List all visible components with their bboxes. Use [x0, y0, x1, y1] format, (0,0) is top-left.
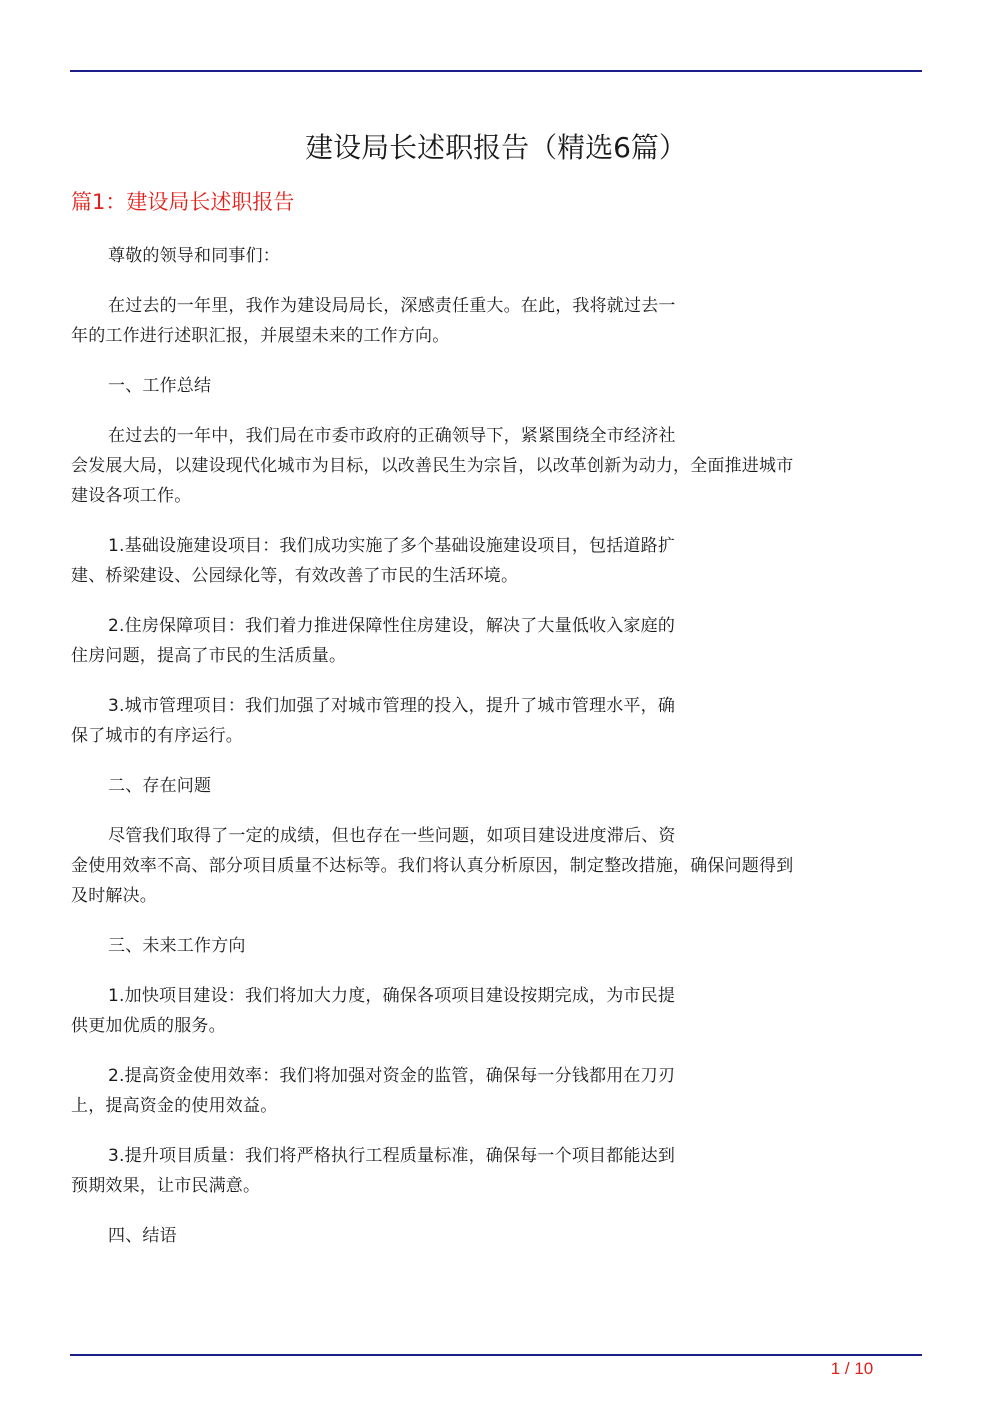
paragraph: [71, 981, 921, 1041]
paragraph-line: 尊敬的领导和同事们：: [108, 246, 280, 266]
paragraph-line: 预期效果，让市民满意。: [71, 1176, 261, 1196]
paragraph: [71, 1221, 921, 1251]
paragraph: [71, 931, 921, 961]
footer-rule: [70, 1354, 922, 1356]
paragraph-line: 住房问题，提高了市民的生活质量。: [71, 646, 347, 666]
paragraph-line: 会发展大局，以建设现代化城市为目标，以改善民生为宗旨，以改革创新为动力，全面推进城市: [71, 456, 794, 476]
paragraph-line: 在过去的一年中，我们局在市委市政府的正确领导下，紧紧围绕全市经济社: [108, 426, 676, 446]
document-body: [71, 241, 921, 1271]
header-rule: [70, 70, 922, 72]
paragraph-line: 1.加快项目建设：我们将加大力度，确保各项项目建设按期完成，为市民提: [108, 986, 676, 1006]
paragraph: [71, 291, 921, 351]
paragraph: [71, 1061, 921, 1121]
paragraph-line: 建设各项工作。: [71, 486, 192, 506]
paragraph-line: 尽管我们取得了一定的成绩，但也存在一些问题，如项目建设进度滞后、资: [108, 826, 676, 846]
paragraph: [71, 241, 921, 271]
page-number: 1 / 10: [830, 1359, 874, 1378]
paragraph-line: 1.基础设施建设项目：我们成功实施了多个基础设施建设项目，包括道路扩: [108, 536, 676, 556]
paragraph-line: 四、结语: [108, 1226, 177, 1246]
paragraph: [71, 611, 921, 671]
paragraph-line: 金使用效率不高、部分项目质量不达标等。我们将认真分析原因，制定整改措施，确保问题得到: [71, 856, 794, 876]
paragraph: [71, 421, 921, 511]
paragraph-line: 上，提高资金的使用效益。: [71, 1096, 278, 1116]
paragraph: [71, 531, 921, 591]
paragraph-line: 2.住房保障项目：我们着力推进保障性住房建设，解决了大量低收入家庭的: [108, 616, 676, 636]
paragraph-line: 2.提高资金使用效率：我们将加强对资金的监管，确保每一分钱都用在刀刃: [108, 1066, 676, 1086]
paragraph: [71, 1141, 921, 1201]
paragraph-line: 3.提升项目质量：我们将严格执行工程质量标准，确保每一个项目都能达到: [108, 1146, 676, 1166]
paragraph-line: 年的工作进行述职汇报，并展望未来的工作方向。: [71, 326, 450, 346]
section-heading: 篇1：建设局长述职报告: [71, 190, 295, 214]
paragraph: [71, 821, 921, 911]
paragraph-line: 二、存在问题: [108, 776, 212, 796]
paragraph-line: 3.城市管理项目：我们加强了对城市管理的投入，提升了城市管理水平，确: [108, 696, 676, 716]
document-title: 建设局长述职报告（精选6篇）: [305, 131, 687, 164]
paragraph: [71, 691, 921, 751]
paragraph-line: 保了城市的有序运行。: [71, 726, 243, 746]
paragraph: [71, 771, 921, 801]
paragraph-line: 一、工作总结: [108, 376, 212, 396]
paragraph: [71, 371, 921, 401]
paragraph-line: 三、未来工作方向: [108, 936, 246, 956]
paragraph-line: 供更加优质的服务。: [71, 1016, 226, 1036]
paragraph-line: 建、桥梁建设、公园绿化等，有效改善了市民的生活环境。: [71, 566, 519, 586]
paragraph-line: 在过去的一年里，我作为建设局局长，深感责任重大。在此，我将就过去一: [108, 296, 676, 316]
paragraph-line: 及时解决。: [71, 886, 157, 906]
